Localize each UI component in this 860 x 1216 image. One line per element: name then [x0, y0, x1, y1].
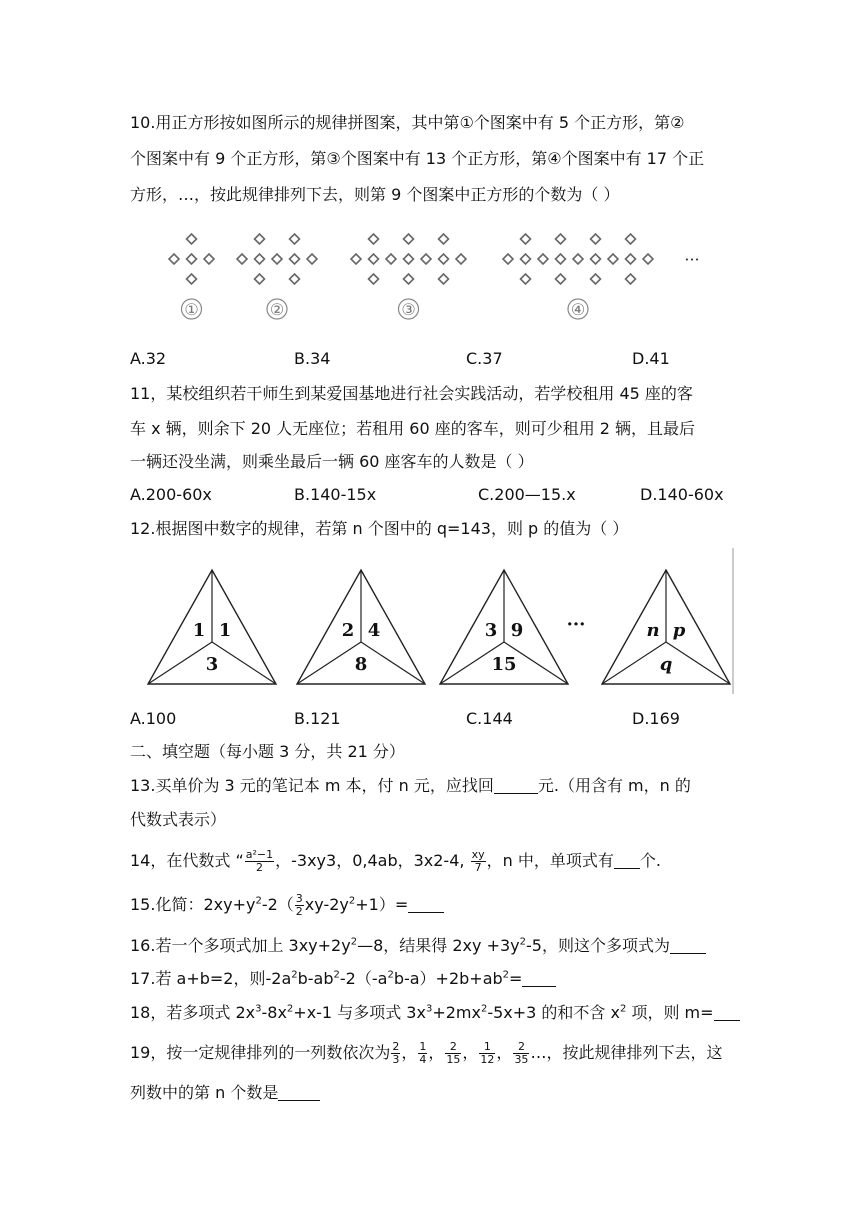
square-shape — [187, 274, 197, 284]
square-shape — [351, 254, 361, 264]
square-shape — [591, 274, 601, 284]
q15-sup-1: 2 — [255, 895, 262, 907]
figure-number-label: ② — [269, 300, 285, 319]
q18-sup-4: 2 — [480, 1003, 488, 1015]
q12-option-c: C.144 — [466, 709, 513, 728]
q18-sup-3: 3 — [425, 1003, 433, 1015]
q18-line — [130, 1003, 740, 1023]
figure-number-label: ④ — [570, 300, 586, 319]
square-shape — [503, 254, 513, 264]
q14-line — [130, 848, 661, 874]
q12-option-d: D.169 — [632, 709, 680, 728]
q19-frac2-den: 4 — [419, 1053, 427, 1066]
square-shape — [643, 254, 653, 264]
square-shape — [521, 234, 531, 244]
q19-separator: ， — [496, 1043, 513, 1062]
q19-fraction-3 — [445, 1041, 461, 1066]
q14-text-c: ，n 中，单项式有 — [486, 851, 614, 870]
q18-text-c: +x-1 与多项式 3x — [293, 1003, 426, 1022]
q19-text-b: …，按此规律排列下去，这 — [530, 1043, 723, 1062]
q19-separator: ， — [428, 1043, 445, 1062]
triangle-divider — [297, 642, 361, 684]
q19-line1 — [130, 1040, 722, 1066]
square-shape — [369, 234, 379, 244]
q18-text-a: 18，若多项式 2x — [130, 1003, 256, 1022]
q12-option-a: A.100 — [130, 709, 177, 728]
q14-text-d: 个. — [639, 851, 661, 870]
q18-answer-blank — [714, 1004, 740, 1021]
q19-text-c: 列数中的第 n 个数是 — [130, 1083, 279, 1102]
square-shape — [290, 254, 300, 264]
square-shape — [404, 254, 414, 264]
q17-sup-4: 2 — [502, 969, 510, 981]
q10-option-c: C.37 — [466, 349, 503, 368]
q10-line1: 10.用正方形按如图所示的规律拼图案，其中第①个图案中有 5 个正方形，第② — [130, 113, 685, 132]
q17-text-a: 17.若 a+b=2，则-2a — [130, 969, 292, 988]
square-shape — [556, 274, 566, 284]
square-shape — [290, 274, 300, 284]
q15-text-a: 15.化简：2xy+y — [130, 895, 256, 914]
square-shape — [439, 274, 449, 284]
q18-sup-5: 2 — [619, 1003, 627, 1015]
triangle-number: 1 — [218, 620, 232, 641]
square-shape — [272, 254, 282, 264]
triangle-number: 15 — [491, 654, 517, 675]
q18-text-b: -8x — [261, 1003, 287, 1022]
q17-sup-1: 2 — [291, 969, 298, 981]
q19-fraction-2 — [418, 1041, 427, 1066]
square-shape — [187, 234, 197, 244]
q11-option-b: B.140-15x — [294, 485, 377, 504]
q14-frac2-num: xy — [471, 848, 485, 861]
q16-sup-1: 2 — [350, 936, 358, 948]
q19-frac2-num: 1 — [419, 1040, 427, 1053]
q13-line1 — [130, 776, 691, 796]
q11-line1: 11，某校组织若干师生到某爱国基地进行社会实践活动，若学校租用 45 座的客 — [130, 384, 693, 403]
square-shape — [439, 254, 449, 264]
triangle-number: 9 — [510, 620, 524, 641]
triangle-number: 2 — [341, 620, 355, 641]
q17-line — [130, 969, 556, 989]
square-shape — [521, 254, 531, 264]
triangle-number: 4 — [367, 620, 381, 641]
q15-fraction — [295, 893, 304, 918]
pattern-ellipsis: ··· — [684, 250, 700, 269]
square-shape — [404, 234, 414, 244]
q19-text-a: 19，按一定规律排列的一列数依次为 — [130, 1043, 391, 1062]
square-shape — [439, 234, 449, 244]
q12-line1: 12.根据图中数字的规律，若第 n 个图中的 q=143，则 p 的值为（ ） — [130, 519, 629, 538]
square-shape — [556, 234, 566, 244]
q10-line3: 方形，…，按此规律排列下去，则第 9 个图案中正方形的个数为（ ） — [130, 185, 620, 204]
square-shape — [573, 254, 583, 264]
q17-text-b: b-ab — [297, 969, 334, 988]
square-shape — [169, 254, 179, 264]
square-shape — [591, 254, 601, 264]
q19-frac4-den: 12 — [480, 1053, 495, 1066]
triangle-number: 1 — [192, 620, 206, 641]
square-shape — [307, 254, 317, 264]
q15-sup-2: 2 — [348, 895, 356, 907]
triangle-number: 3 — [484, 620, 498, 641]
q15-text-c: xy-2y — [304, 895, 349, 914]
q15-text-d: +1）= — [355, 895, 409, 914]
triangle-divider — [212, 642, 276, 684]
q17-text-e: = — [509, 969, 523, 988]
q17-text-d: b-a）+2b+ab — [393, 969, 503, 988]
q11-option-d: D.140-60x — [640, 485, 724, 504]
q15-text-b: -2（ — [261, 895, 294, 914]
q16-sup-2: 2 — [519, 936, 526, 948]
q10-option-b: B.34 — [294, 349, 331, 368]
q16-text-b: —8，结果得 2xy +3y — [357, 936, 520, 955]
q12-option-b: B.121 — [294, 709, 341, 728]
square-shape — [608, 254, 618, 264]
q15-line — [130, 892, 444, 918]
q19-frac3-den: 15 — [446, 1053, 461, 1066]
q18-text-d: +2mx — [432, 1003, 481, 1022]
q12-triangle-figure — [140, 548, 740, 698]
q13-text-a: 13.买单价为 3 元的笔记本 m 本，付 n 元，应找回 — [130, 776, 494, 795]
q13-text-b: 元.（用含有 m，n 的 — [537, 776, 691, 795]
square-shape — [255, 234, 265, 244]
square-shape — [386, 254, 396, 264]
square-shape — [290, 234, 300, 244]
square-shape — [237, 254, 247, 264]
q10-square-pattern-figure — [160, 225, 720, 325]
figure-number-label: ① — [184, 300, 199, 319]
q19-frac5-den: 35 — [514, 1053, 529, 1066]
section2-heading: 二、填空题（每小题 3 分，共 21 分） — [130, 742, 405, 761]
square-shape — [421, 254, 431, 264]
square-shape — [521, 274, 531, 284]
q19-frac1-den: 3 — [392, 1053, 400, 1066]
q16-text-a: 16.若一个多项式加上 3xy+2y — [130, 936, 351, 955]
q14-text-b: ，-3xy3，0,4ab，3x2-4, — [275, 851, 470, 870]
q19-fraction-4 — [479, 1041, 495, 1066]
q17-text-c: -2（-a — [339, 969, 388, 988]
q19-frac4-num: 1 — [479, 1041, 495, 1054]
triangle-divider — [666, 642, 730, 684]
q19-fraction-5 — [513, 1041, 529, 1066]
square-shape — [538, 254, 548, 264]
q16-answer-blank — [670, 937, 706, 954]
square-shape — [556, 254, 566, 264]
square-shape — [255, 274, 265, 284]
q16-text-c: -5，则这个多项式为 — [526, 936, 670, 955]
q14-fraction-1 — [245, 849, 274, 874]
square-shape — [204, 254, 214, 264]
q15-frac-num: 3 — [295, 892, 303, 905]
q19-frac5-num: 2 — [513, 1041, 529, 1054]
triangle-divider — [602, 642, 666, 684]
q10-option-a: A.32 — [130, 349, 167, 368]
q19-frac1-num: 2 — [392, 1040, 400, 1053]
q17-answer-blank — [522, 970, 556, 987]
q15-answer-blank — [408, 896, 444, 913]
square-shape — [369, 274, 379, 284]
triangle-number: n — [646, 620, 660, 641]
q11-option-a: A.200-60x — [130, 485, 212, 504]
square-shape — [626, 254, 636, 264]
q14-frac1-den: 2 — [255, 861, 263, 874]
q17-sup-2: 2 — [333, 969, 340, 981]
q19-separator: ， — [401, 1043, 418, 1062]
q11-option-c: C.200—15.x — [478, 485, 576, 504]
square-shape — [626, 274, 636, 284]
q14-fraction-2 — [471, 849, 486, 874]
q16-line — [130, 936, 706, 956]
q19-separator: ， — [462, 1043, 479, 1062]
q14-text-a: 14，在代数式 “ — [130, 851, 244, 870]
triangle-divider — [361, 642, 425, 684]
q19-fraction-1 — [391, 1041, 400, 1066]
triangle-number: 8 — [354, 654, 368, 675]
triangle-number: 3 — [205, 654, 219, 675]
square-shape — [456, 254, 466, 264]
q10-option-d: D.41 — [632, 349, 670, 368]
square-shape — [187, 254, 197, 264]
q19-answer-blank — [278, 1084, 320, 1101]
q14-frac1-num: a²−1 — [245, 848, 274, 861]
square-shape — [626, 234, 636, 244]
q13-line2: 代数式表示） — [130, 810, 227, 829]
q19-frac3-num: 2 — [445, 1041, 461, 1054]
q13-answer-blank — [494, 777, 538, 794]
q17-sup-3: 2 — [387, 969, 394, 981]
square-shape — [404, 274, 414, 284]
figure-number-label: ③ — [401, 300, 416, 319]
q11-line2: 车 x 辆，则余下 20 人无座位；若租用 60 座的客车，则可少租用 2 辆，且最后 — [130, 419, 696, 438]
triangle-ellipsis: ··· — [566, 614, 586, 635]
triangle-divider — [148, 642, 212, 684]
q15-frac-den: 2 — [295, 905, 303, 918]
q18-sup-2: 2 — [286, 1003, 294, 1015]
q14-answer-blank — [614, 852, 640, 869]
q10-line2: 个图案中有 9 个正方形，第③个图案中有 13 个正方形，第④个图案中有 17 个正 — [130, 149, 705, 168]
square-shape — [255, 254, 265, 264]
triangle-number: q — [659, 654, 673, 675]
triangle-number: p — [672, 620, 686, 641]
q18-text-f: 项，则 m= — [626, 1003, 714, 1022]
square-shape — [591, 234, 601, 244]
q14-frac2-den: 7 — [474, 861, 482, 874]
q18-text-e: -5x+3 的和不含 x — [487, 1003, 620, 1022]
square-shape — [369, 254, 379, 264]
q18-sup-1: 3 — [255, 1003, 262, 1015]
q19-line2 — [130, 1083, 320, 1103]
q11-line3: 一辆还没坐满，则乘坐最后一辆 60 座客车的人数是（ ） — [130, 452, 534, 471]
